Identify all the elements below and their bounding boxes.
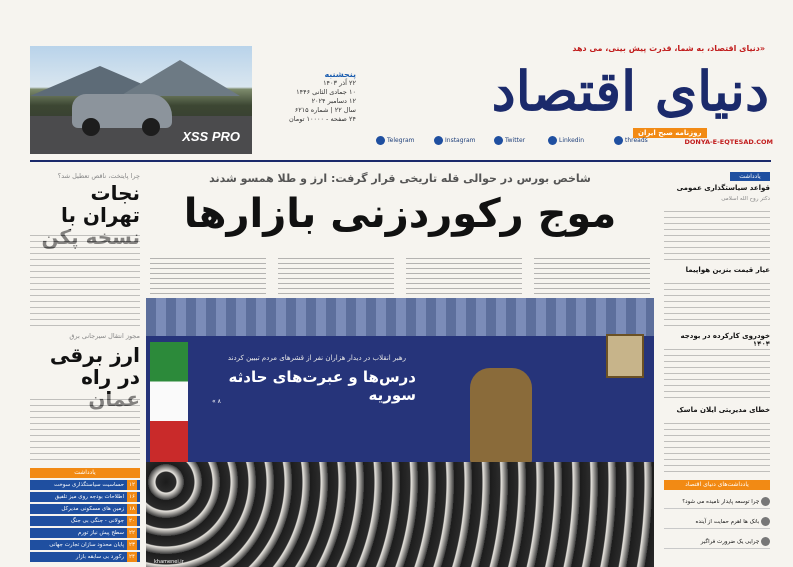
list-item[interactable] — [30, 492, 140, 502]
right-column — [664, 172, 770, 567]
box-item[interactable] — [664, 536, 770, 549]
social-label: threads — [625, 137, 648, 144]
list-page: ۱۲ — [127, 480, 137, 490]
issue-day: پنجشنبه — [324, 70, 356, 79]
right-article-body — [664, 344, 770, 402]
list-text: اطلاحات بودجه روی میز تلفیق — [54, 494, 124, 500]
audience-crowd — [146, 462, 654, 567]
box-item-text: بانک ها اهرم حمایت از آینده — [695, 519, 760, 525]
list-page: ۲۳ — [127, 540, 137, 550]
photo-title[interactable]: درس‌ها و عبرت‌های حادثه سوریه — [228, 368, 416, 404]
left-article-body — [30, 394, 140, 460]
ad-brand-label: XSS PRO — [182, 129, 240, 144]
main-photo[interactable] — [146, 298, 654, 567]
list-page: ۲۰ — [127, 516, 137, 526]
photo-credit: khamenei.ir — [154, 559, 184, 565]
list-page: ۲۲ — [127, 528, 137, 538]
social-label: Linkedin — [559, 137, 585, 144]
right-headline[interactable]: خطای مدیریتی ایلان ماسک — [676, 406, 770, 414]
left-column — [30, 172, 140, 567]
logo-subtitle: روزنامه صبح ایران — [633, 128, 707, 138]
author-avatar — [761, 497, 770, 506]
lead-column — [406, 254, 522, 294]
lead-column — [278, 254, 394, 294]
box-item[interactable] — [664, 516, 770, 529]
telegram-icon — [376, 136, 385, 145]
photo-page-ref: « ۸ — [212, 398, 221, 405]
list-text: رکورد بی سابقه بازار — [75, 554, 124, 560]
list-text: پایان محدود سازان تجارت جهانی — [49, 542, 124, 548]
list-item[interactable] — [30, 480, 140, 490]
left-article-body — [30, 230, 140, 330]
car-advertisement — [30, 46, 252, 154]
right-headline[interactable]: خودروی کارکرده در بودجه — [680, 332, 770, 340]
left-kicker: مجوز انتقال سیرجانی برق — [69, 332, 140, 340]
left-kicker: چرا پایتخت، ناقص تعطیل شد؟ — [57, 172, 140, 180]
right-author: دکتر روح الله اسلامی — [721, 196, 770, 202]
social-twitter[interactable] — [494, 136, 525, 145]
list-page: ۱۸ — [127, 504, 137, 514]
photo-kicker: رهبر انقلاب در دیدار هزاران نفر از قشرهای مردم تبیین کردند — [227, 354, 406, 362]
masthead-divider — [30, 160, 771, 162]
list-page: ۱۶ — [127, 492, 137, 502]
ad-mountain-shape — [120, 60, 240, 96]
issue-line: ۱۰ جمادی الثانی ۱۴۴۶ — [296, 88, 356, 96]
lead-text-columns — [150, 254, 650, 294]
list-item[interactable] — [30, 528, 140, 538]
lead-column — [534, 254, 650, 294]
ad-car-shape — [72, 94, 172, 128]
box-item-text: چرا توسعه پایدار نامیده می شود؟ — [682, 499, 760, 505]
right-article-body — [664, 206, 770, 262]
right-headline[interactable]: قواعد سیاستگذاری عمومی — [676, 184, 770, 192]
list-text: جولانی - جنگی بی جنگ — [70, 518, 124, 524]
social-label: Telegram — [387, 137, 415, 144]
box-item[interactable] — [664, 496, 770, 509]
list-header: یادداشت — [30, 468, 140, 478]
list-item[interactable] — [30, 540, 140, 550]
issue-line: ۲۲ آذر ۱۴۰۳ — [323, 79, 356, 87]
right-headline[interactable]: عیار قیمت بنزین هواپیما — [685, 266, 770, 274]
newspaper-logo — [437, 58, 769, 137]
list-item[interactable] — [30, 516, 140, 526]
box-header: یادداشت‌های دنیای اقتصاد — [664, 480, 770, 490]
list-item[interactable] — [30, 504, 140, 514]
issue-info — [284, 70, 356, 124]
social-label: Twitter — [505, 137, 526, 144]
social-instagram[interactable] — [434, 136, 476, 145]
list-text: زمین های مسکونی مدیرکل — [61, 506, 124, 512]
issue-line: سال ۲۲ | شماره ۶۲۱۵ — [294, 106, 356, 114]
left-headline[interactable]: ارز برقی در راه — [49, 343, 140, 389]
box-item-text: چرایی یک ضرورت فراگیر — [700, 539, 760, 545]
author-avatar — [761, 537, 770, 546]
iran-flag-shape — [150, 342, 188, 462]
photo-frieze-pattern — [146, 298, 654, 336]
social-telegram[interactable] — [376, 136, 415, 145]
list-page: ۲۴ — [127, 552, 137, 562]
list-item[interactable] — [30, 552, 140, 562]
instagram-icon — [434, 136, 443, 145]
lead-column — [150, 254, 266, 294]
social-threads[interactable] — [614, 136, 648, 145]
right-kicker: یادداشت — [730, 172, 770, 181]
linkedin-icon — [548, 136, 557, 145]
website-domain[interactable]: DONYA-E-EQTESAD.COM — [684, 138, 773, 146]
logo-text: دنیای اقتصاد — [491, 59, 769, 123]
right-article-body — [664, 418, 770, 474]
social-linkedin[interactable] — [548, 136, 584, 145]
right-article-body — [664, 278, 770, 326]
masthead-tagline: «دنیای اقتصاد، به شما، قدرت پیش بینی، می دهد — [572, 44, 765, 53]
issue-line: ۲۴ صفحه - ۱۰۰۰۰ تومان — [289, 115, 356, 123]
main-kicker: شاخص بورس در حوالی قله تاریخی قرار گرفت: ارز و طلا همسو شدند — [209, 172, 591, 185]
list-text: حساسیت سیاستگذاری سوخت — [53, 482, 124, 488]
portrait-frame — [606, 334, 644, 378]
author-avatar — [761, 517, 770, 526]
twitter-icon — [494, 136, 503, 145]
left-headline[interactable]: نجات تهران با — [60, 181, 140, 227]
issue-line: ۱۲ دسامبر ۲۰۲۴ — [311, 97, 356, 105]
social-links — [376, 136, 686, 152]
main-headline[interactable]: موج رکوردزنی بازارها — [183, 191, 617, 237]
speaker-figure — [470, 368, 532, 464]
social-label: Instagram — [445, 137, 476, 144]
list-text: سطح پیش نیاز تورم — [77, 530, 124, 536]
threads-icon — [614, 136, 623, 145]
